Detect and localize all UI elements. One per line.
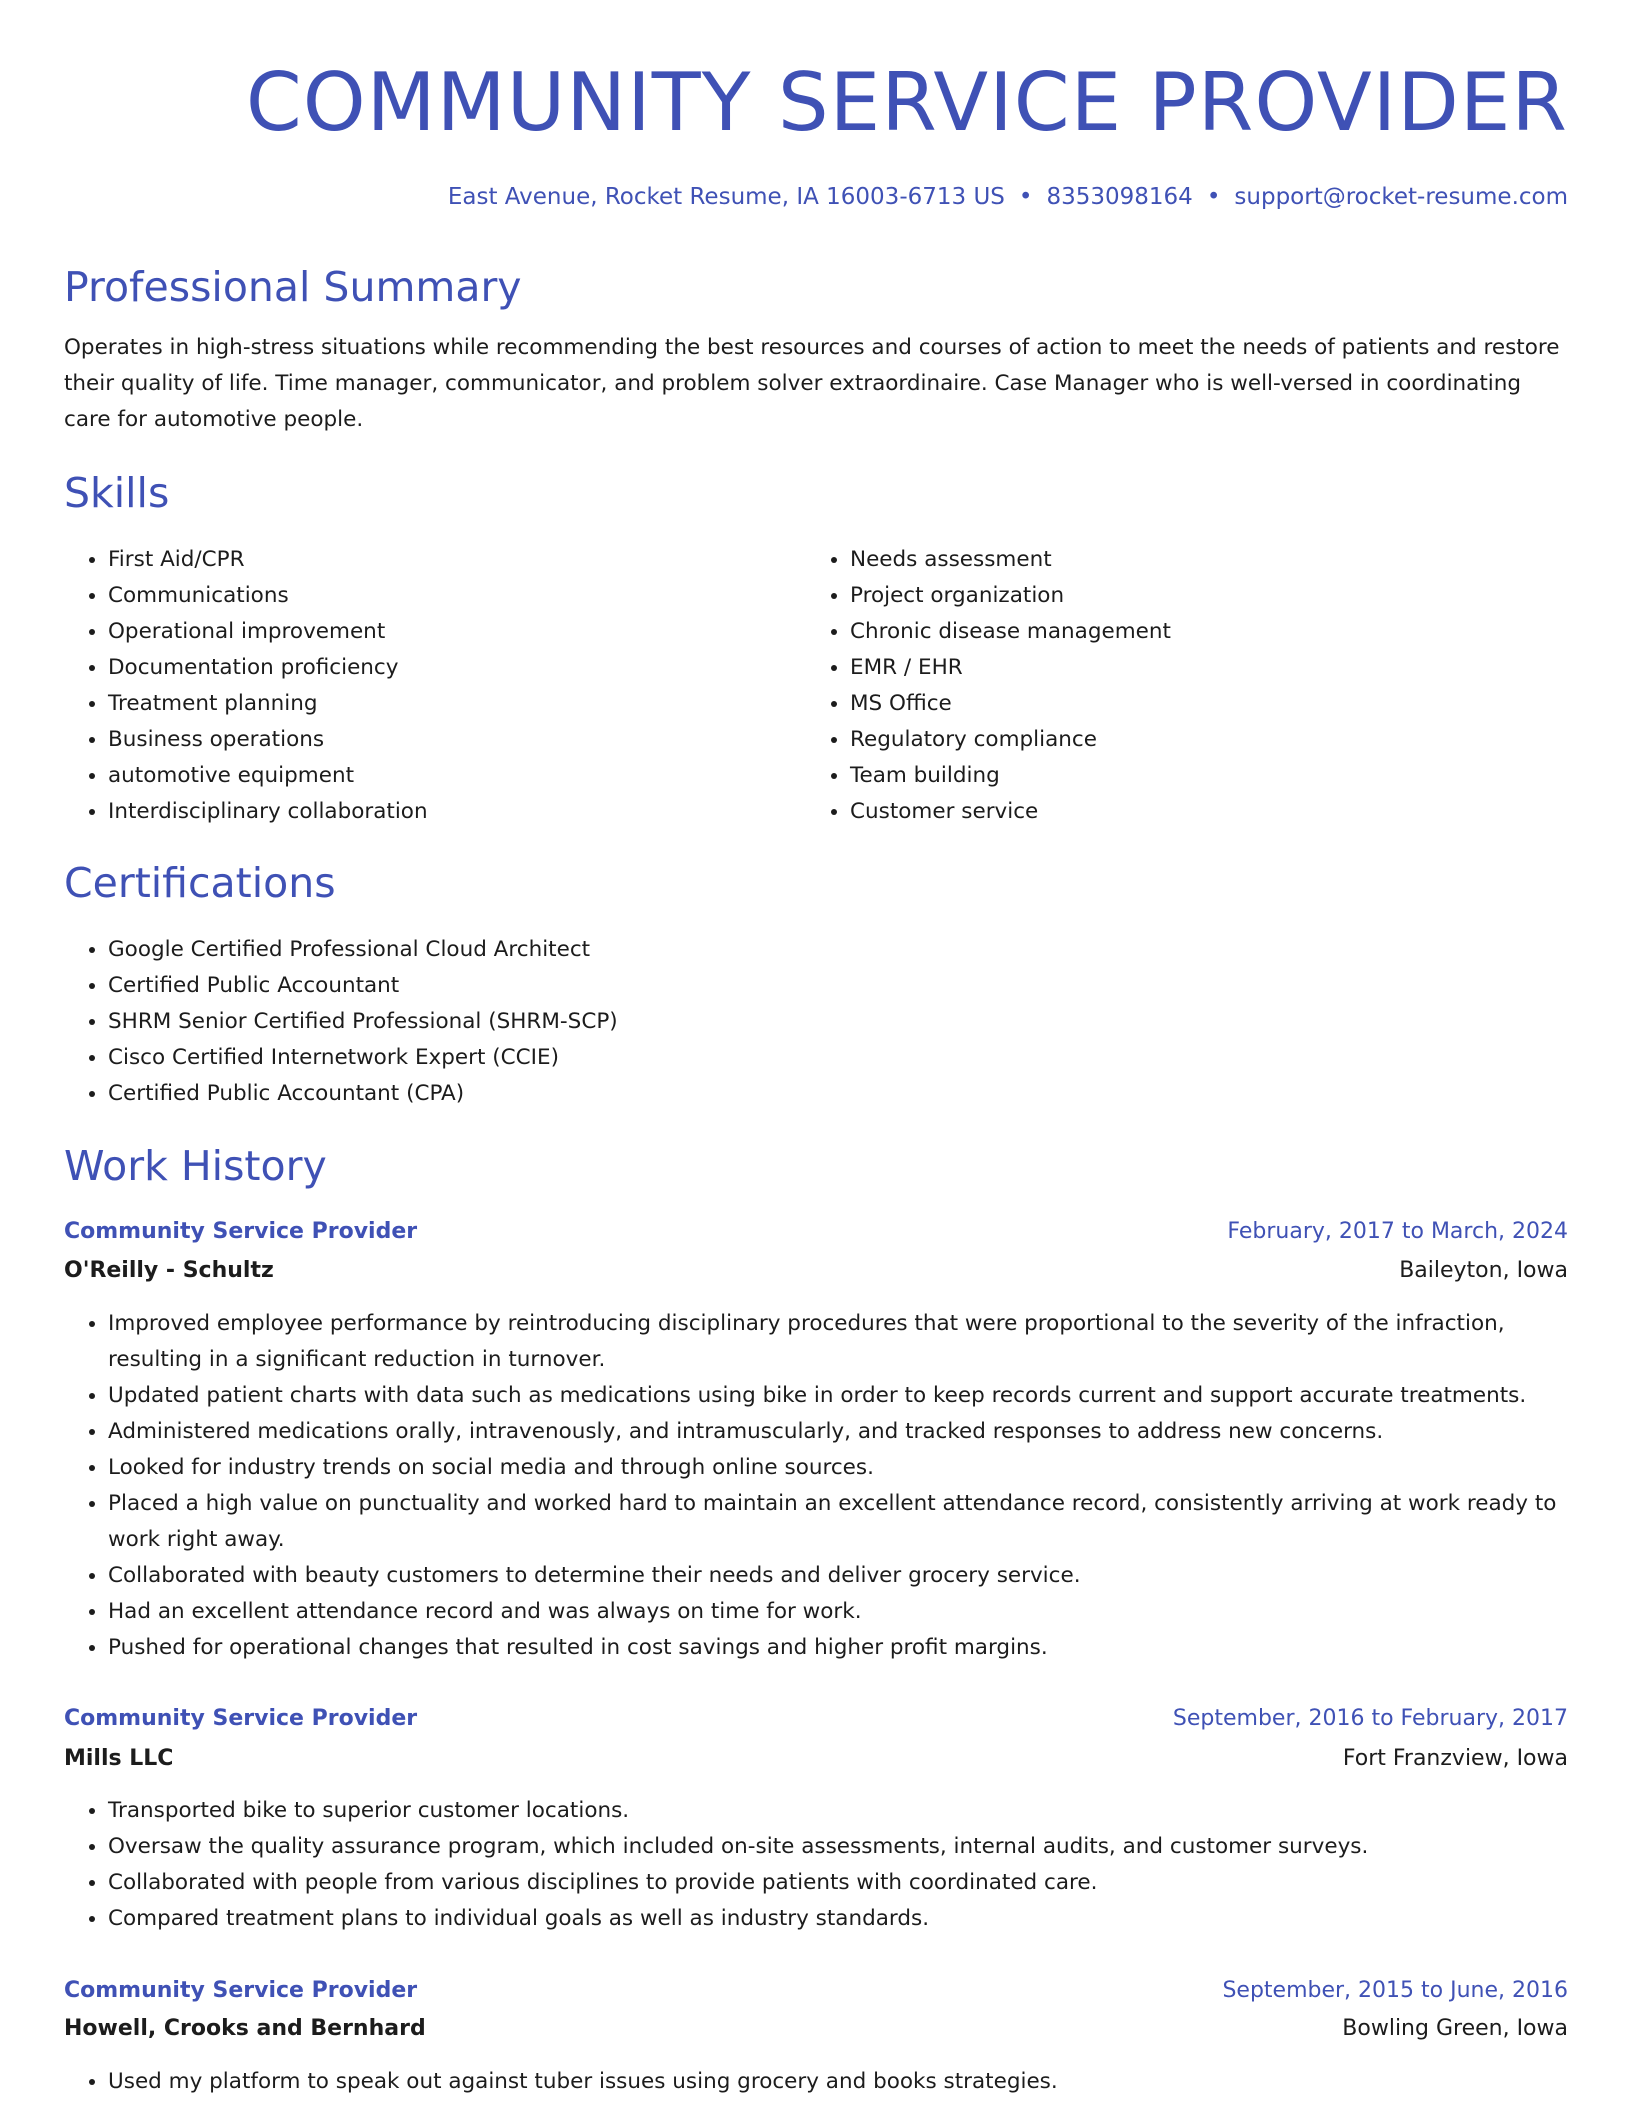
job-bullet: • Compared treatment plans to individual goals as well as industry standards. xyxy=(108,1901,1568,1937)
skills-heading: Skills xyxy=(64,469,170,517)
job-title-row xyxy=(64,1699,1568,1739)
skill-item: • Communications xyxy=(108,578,808,614)
skill-item: • Needs assessment xyxy=(850,542,1610,578)
skill-item: • Chronic disease management xyxy=(850,614,1610,650)
skill-item: • automotive equipment xyxy=(108,758,808,794)
contact-separator: • xyxy=(1206,184,1221,210)
work-history-heading: Work History xyxy=(64,1142,327,1190)
certification-item: • Certified Public Accountant (CPA) xyxy=(108,1076,1568,1112)
job-bullet: • Transported bike to superior customer locations. xyxy=(108,1793,1568,1829)
job-dates: September, 2016 to February, 2017 xyxy=(1172,1706,1568,1731)
skill-item: • EMR / EHR xyxy=(850,650,1610,686)
skill-item: • Business operations xyxy=(108,722,808,758)
job-bullets xyxy=(64,1306,1568,1666)
job-bullets xyxy=(64,2064,1568,2100)
contact-line xyxy=(448,178,1568,216)
contact-phone: 8353098164 xyxy=(1046,184,1193,210)
certifications-heading: Certifications xyxy=(64,859,336,907)
job-bullet: • Collaborated with beauty customers to determine their needs and deliver grocery service. xyxy=(108,1558,1568,1594)
resume-name: COMMUNITY SERVICE PROVIDER xyxy=(245,56,1568,149)
skill-item: • Interdisciplinary collaboration xyxy=(108,794,808,830)
skill-item: • MS Office xyxy=(850,686,1610,722)
skill-item: • Treatment planning xyxy=(108,686,808,722)
job-bullet: • Placed a high value on punctuality and worked hard to maintain an excellent attendance record, consistently arriving at work ready to work right away. xyxy=(108,1486,1568,1558)
job-company: Mills LLC xyxy=(64,1746,174,1771)
job-location: Fort Franzview, Iowa xyxy=(1342,1746,1568,1771)
job-company-row xyxy=(64,2009,1568,2049)
job-bullet: • Updated patient charts with data such as medications using bike in order to keep records current and support accurate treatments. xyxy=(108,1378,1568,1414)
job-bullet: • Looked for industry trends on social media and through online sources. xyxy=(108,1450,1568,1486)
skill-item: • Regulatory compliance xyxy=(850,722,1610,758)
job-company: Howell, Crooks and Bernhard xyxy=(64,2016,426,2041)
job-company-row xyxy=(64,1251,1568,1291)
job-bullet: • Had an excellent attendance record and was always on time for work. xyxy=(108,1594,1568,1630)
job-bullet: • Pushed for operational changes that resulted in cost savings and higher profit margins. xyxy=(108,1630,1568,1666)
job-title-row xyxy=(64,1212,1568,1252)
job-bullet: • Improved employee performance by reintroducing disciplinary procedures that were proportional to the severity of the infraction, resulting in a significant reduction in turnover. xyxy=(108,1306,1568,1378)
certification-item: • Google Certified Professional Cloud Architect xyxy=(108,932,1568,968)
skill-item: • First Aid/CPR xyxy=(108,542,808,578)
skill-item: • Customer service xyxy=(850,794,1610,830)
job-title: Community Service Provider xyxy=(64,1978,418,2003)
job-title: Community Service Provider xyxy=(64,1219,418,1244)
job-location: Bowling Green, Iowa xyxy=(1342,2016,1568,2041)
summary-text: Operates in high-stress situations while recommending the best resources and courses of action to meet the needs of patients and restore their quality of life. Time manager, communicator, and problem solver extraordinaire. Case Manager who is well-versed in coordinating care for automotive people. xyxy=(64,335,1560,432)
contact-address: East Avenue, Rocket Resume, IA 16003-6713 US xyxy=(447,184,1005,210)
job-bullet: • Oversaw the quality assurance program, which included on-site assessments, internal audits, and customer surveys. xyxy=(108,1829,1568,1865)
contact-separator: • xyxy=(1018,184,1033,210)
job-bullets xyxy=(64,1793,1568,1937)
certifications-list xyxy=(64,932,1568,1112)
summary-heading: Professional Summary xyxy=(64,263,522,311)
certification-item: • SHRM Senior Certified Professional (SHRM-SCP) xyxy=(108,1004,1568,1040)
job-title-row xyxy=(64,1971,1568,2011)
job-bullet: • Administered medications orally, intravenously, and intramuscularly, and tracked responses to address new concerns. xyxy=(108,1414,1568,1450)
contact-email[interactable]: support@rocket-resume.com xyxy=(1234,184,1568,210)
skill-item: • Documentation proficiency xyxy=(108,650,808,686)
job-location: Baileyton, Iowa xyxy=(1399,1258,1568,1283)
skills-list-left xyxy=(64,542,808,830)
job-bullet: • Used my platform to speak out against tuber issues using grocery and books strategies. xyxy=(108,2064,1568,2100)
job-company-row xyxy=(64,1739,1568,1779)
job-title: Community Service Provider xyxy=(64,1706,418,1731)
skill-item: • Operational improvement xyxy=(108,614,808,650)
skill-item: • Project organization xyxy=(850,578,1610,614)
skill-item: • Team building xyxy=(850,758,1610,794)
certification-item: • Cisco Certified Internetwork Expert (CCIE) xyxy=(108,1040,1568,1076)
job-bullet: • Collaborated with people from various disciplines to provide patients with coordinated care. xyxy=(108,1865,1568,1901)
job-dates: February, 2017 to March, 2024 xyxy=(1227,1219,1568,1244)
skills-list-right xyxy=(806,542,1610,830)
certification-item: • Certified Public Accountant xyxy=(108,968,1568,1004)
job-dates: September, 2015 to June, 2016 xyxy=(1222,1978,1568,2003)
job-company: O'Reilly - Schultz xyxy=(64,1258,274,1283)
